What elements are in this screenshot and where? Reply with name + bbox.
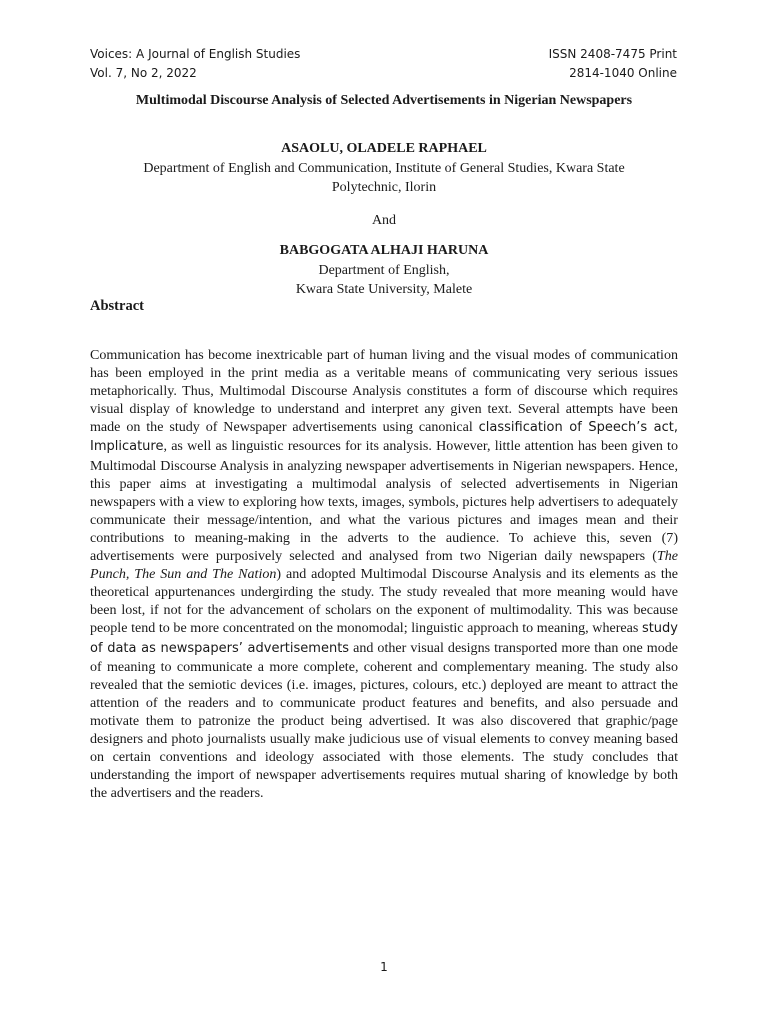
author-affiliation-1: [90, 159, 678, 197]
abstract-text: classification of Speech’s act, Implicature: [90, 420, 678, 455]
running-header-right: [549, 45, 677, 83]
affiliation-1-line-1: Department of English and Communication, Institute of General Studies, Kwara State: [143, 161, 625, 176]
newspaper-names: The Punch, The Sun and The Nation: [90, 548, 678, 583]
author-conjunction: And: [371, 213, 397, 228]
running-header-left: [90, 45, 300, 83]
author-name-1: ASAOLU, OLADELE RAPHAEL: [281, 141, 487, 156]
volume-issue: Vol. 7, No 2, 2022: [90, 66, 197, 80]
abstract-heading: Abstract: [90, 298, 144, 314]
issn-online: 2814-1040 Online: [569, 66, 677, 80]
abstract-text: Communication has become inextricable part of human living and the visual modes of communication has been employed in the print media as a veritable means of communicating very serious issues metaphorically. Thus, Multimodal Discourse Analysis constitutes a form of discourse which requires visual display of knowledge to understand and interpret any given text. Several attempts have been made on the study of Newspaper advertisements using canonical: [90, 347, 678, 436]
author-affiliation-2: [200, 261, 568, 299]
abstract-text: ) and adopted Multimodal Discourse Analysis and its elements as the theoretical appurtenances undergirding the study. The study revealed that more meaning would have been lost, if not for the advancement of scholars on the exponent of multimodality. This was because people tend to be more concentrated on the monomodal; linguistic approach to meaning, whereas: [90, 566, 679, 637]
issn-print: ISSN 2408-7475 Print: [548, 47, 677, 61]
affiliation-2-line-1: Department of English,: [318, 263, 450, 278]
page-number: 1: [380, 960, 388, 974]
author-name-2: BABGOGATA ALHAJI HARUNA: [279, 243, 489, 258]
abstract-text: and other visual designs transported more than one mode of meaning to communicate a more complete, coherent and complementary meaning. The study also revealed that the semiotic devices (i.e. images, pictures, colours, etc.) deployed are meant to attract the attention of the readers and to communicate product features and benefits, and also persuade and motivate them to patronize the product being advertised. It was also discovered that graphic/page designers and photo journalists usually make judicious use of visual elements to convey meaning based on certain conventions and ideology associated with those elements. The study concludes that understanding the import of newspaper advertisements requires mutual sharing of knowledge by both the advertisers and the readers.: [90, 639, 678, 802]
abstract-text: , as well as linguistic resources for its analysis. However, little attention has been given to Multimodal Discourse Analysis in analyzing newspaper advertisements in Nigerian newspapers. Hence, this paper aims at investigating a multimodal analysis of selected advertisements in Nigerian newspapers with a view to exploring how texts, images, symbols, pictures help advertisers to adequately communicate their message/intention, and what the various pictures and images mean and their contributions to meaning-making in the adverts to the audience. To achieve this, seven (7) advertisements were purposively selected and analysed from two Nigerian daily newspapers (: [90, 438, 678, 565]
affiliation-2-line-2: Kwara State University, Malete: [295, 282, 473, 297]
journal-name: Voices: A Journal of English Studies: [90, 47, 301, 61]
paper-title: Multimodal Discourse Analysis of Selected Advertisements in Nigerian Newspapers: [135, 93, 633, 108]
abstract-text: study of data as newspapers’ advertisements: [90, 621, 678, 656]
abstract-body: [90, 346, 678, 802]
affiliation-1-line-2: Polytechnic, Ilorin: [331, 180, 437, 195]
